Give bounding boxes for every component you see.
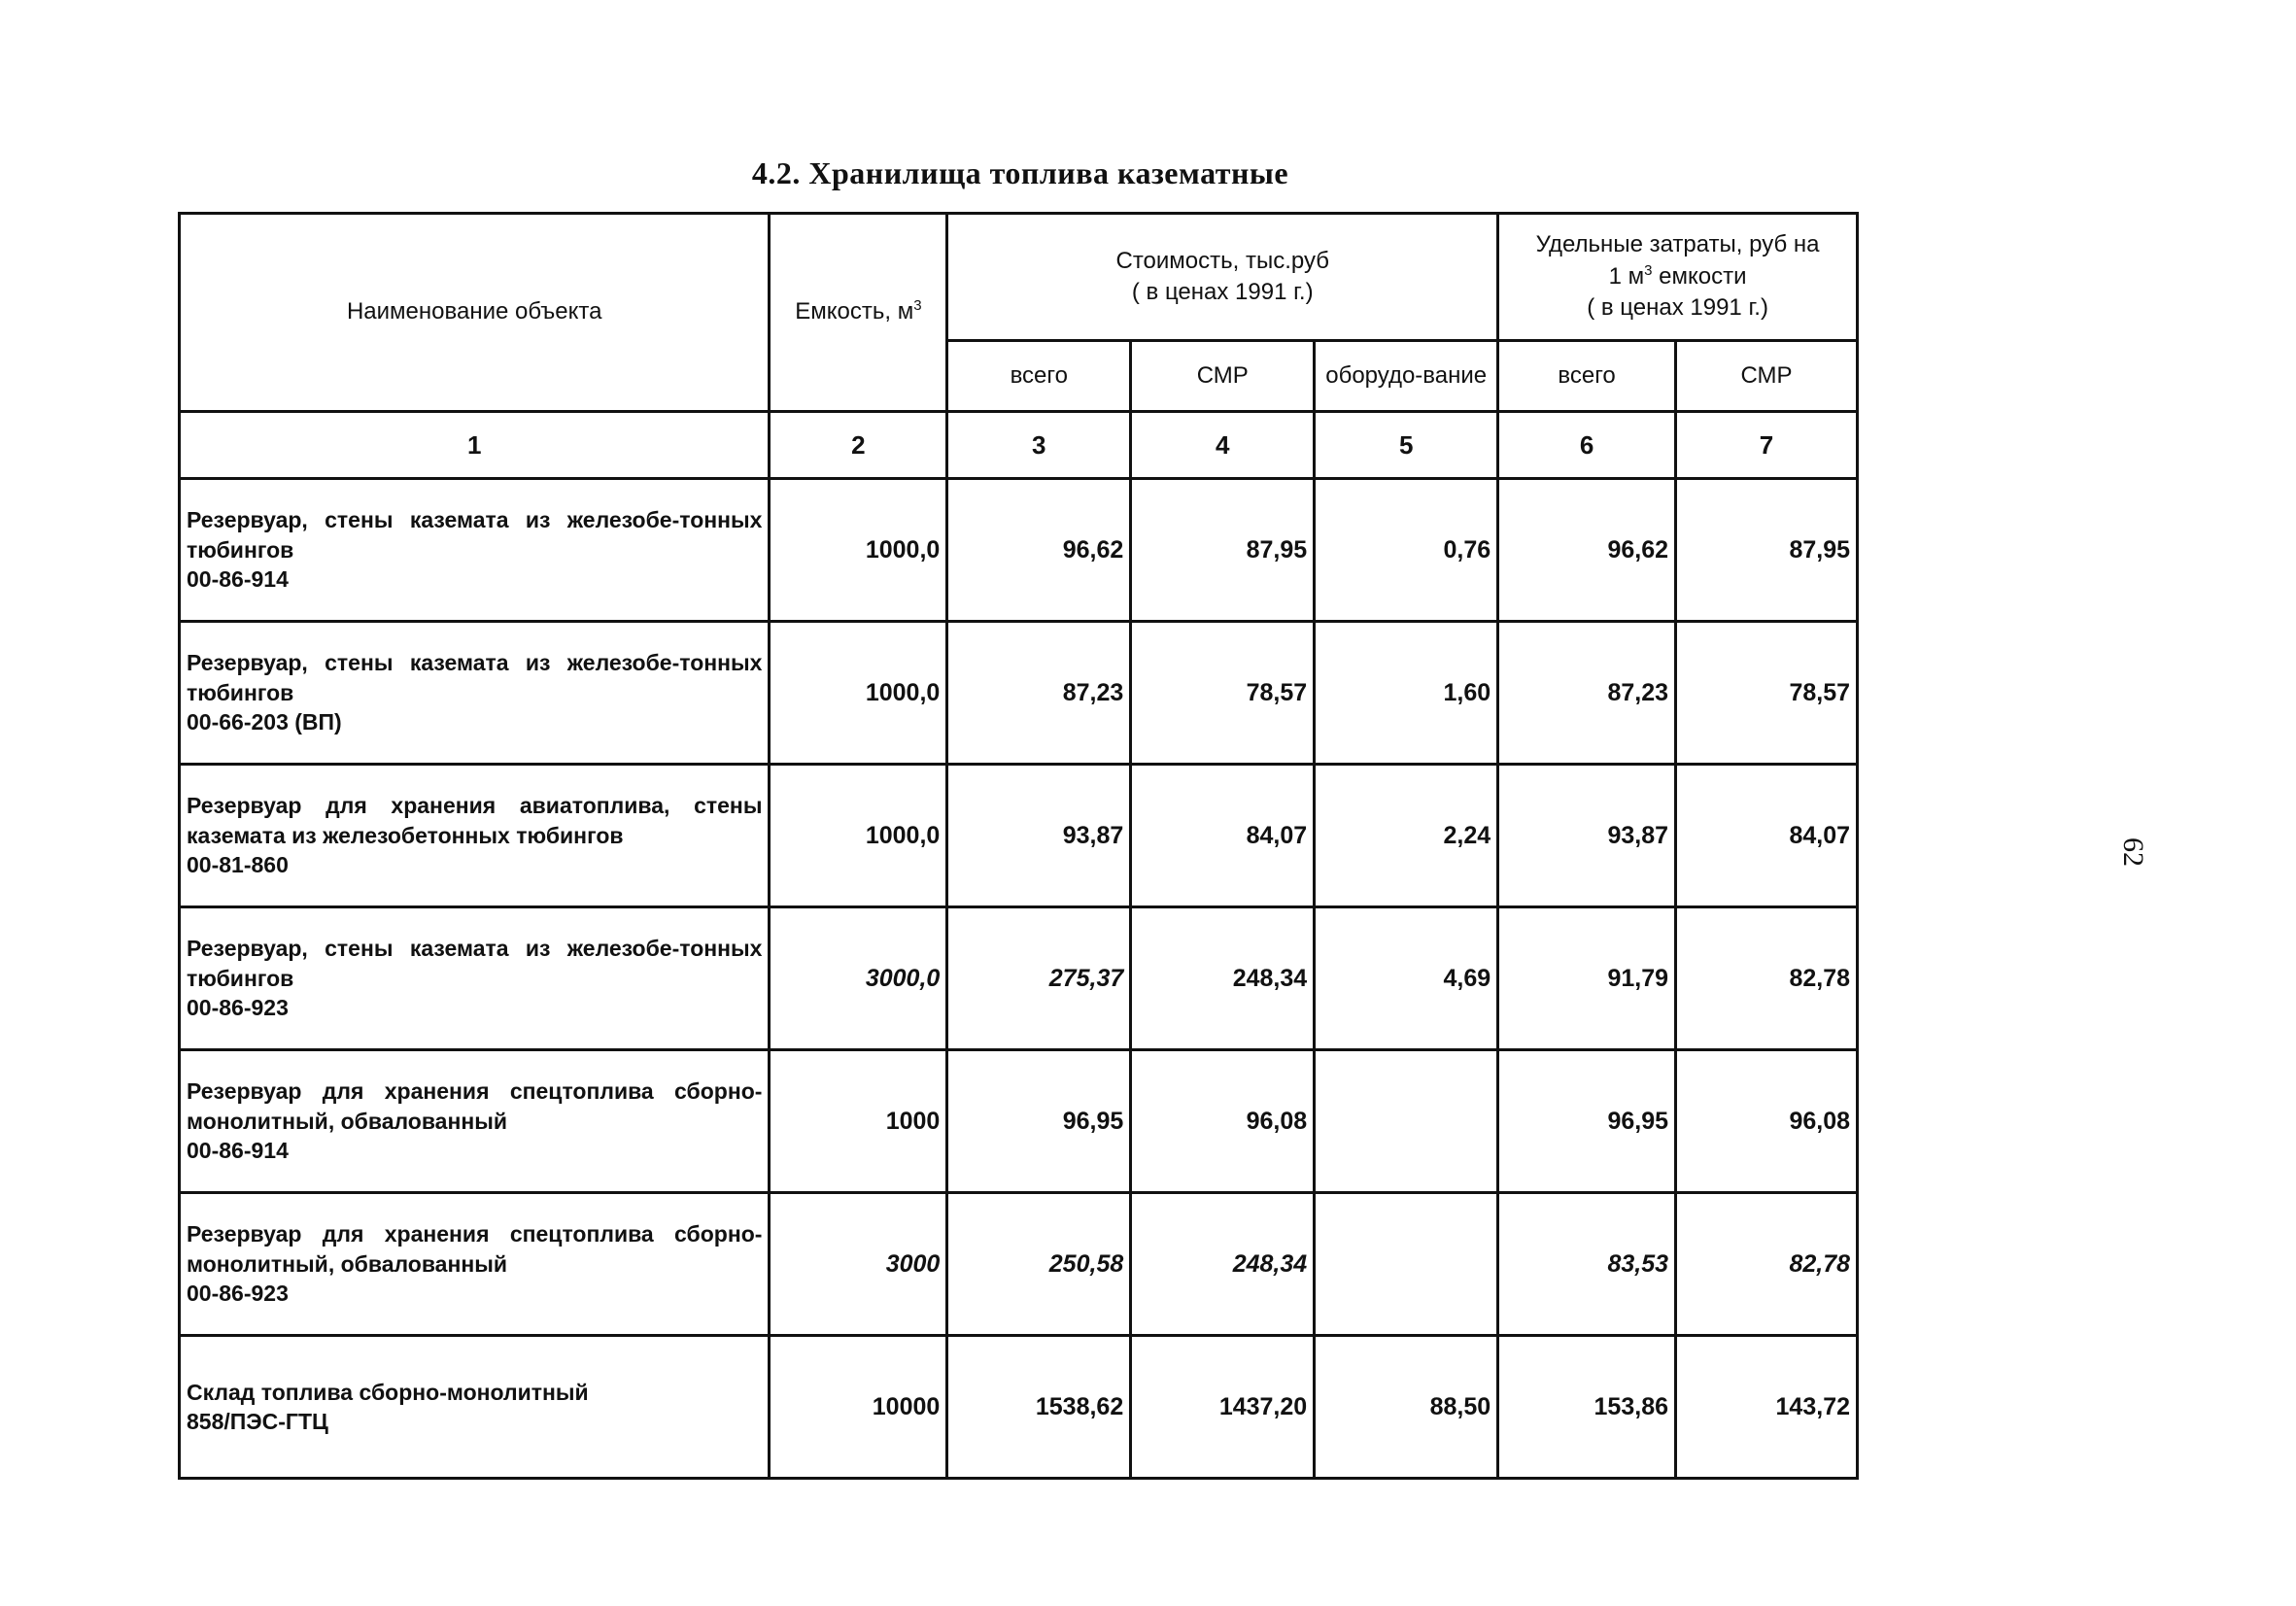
header-spec-smr: СМР [1676,341,1858,412]
object-name-cell [180,765,770,907]
table-row [180,479,1858,622]
spec-total-cell: 153,86 [1498,1336,1676,1479]
column-number: 7 [1676,412,1858,479]
spec-total-cell: 96,95 [1498,1050,1676,1193]
header-spec-total: всего [1498,341,1676,412]
spec-total-cell: 96,62 [1498,479,1676,622]
spec-smr-cell: 143,72 [1676,1336,1858,1479]
column-number: 4 [1131,412,1315,479]
cost-total-cell: 87,23 [947,622,1131,765]
cost-total-cell: 250,58 [947,1193,1131,1336]
cost-total-cell: 275,37 [947,907,1131,1050]
object-name: Резервуар, стены каземата из железобе-тонных тюбингов [187,936,763,991]
object-name-cell [180,907,770,1050]
header-cost-total: всего [947,341,1131,412]
cost-smr-cell: 84,07 [1131,765,1315,907]
capacity-cell: 3000,0 [770,907,947,1050]
object-code: 00-81-860 [187,852,289,878]
column-number: 2 [770,412,947,479]
table-row [180,1336,1858,1479]
spec-smr-cell: 82,78 [1676,1193,1858,1336]
spec-smr-cell: 78,57 [1676,622,1858,765]
cost-equipment-cell [1315,1193,1498,1336]
capacity-cell: 1000,0 [770,622,947,765]
cost-total-cell: 96,62 [947,479,1131,622]
spec-smr-cell: 96,08 [1676,1050,1858,1193]
column-number: 1 [180,412,770,479]
capacity-cell: 1000,0 [770,765,947,907]
column-number-row [180,412,1858,479]
column-number: 3 [947,412,1131,479]
capacity-cell: 1000 [770,1050,947,1193]
header-name: Наименование объекта [180,214,770,412]
header-specific-group: Удельные затраты, руб на 1 $м^3$ емкости ( в ценах 1991 г.) [1498,214,1858,341]
object-name: Резервуар, стены каземата из железобе-тонных тюбингов [187,507,763,563]
column-number: 6 [1498,412,1676,479]
capacity-cell: 3000 [770,1193,947,1336]
cost-equipment-cell: 88,50 [1315,1336,1498,1479]
cost-equipment-cell [1315,1050,1498,1193]
spec-smr-cell: 87,95 [1676,479,1858,622]
page-title: 4.2. Хранилища топлива казематные [751,155,1289,190]
object-code: 00-66-203 (ВП) [187,709,342,735]
cost-equipment-cell: 0,76 [1315,479,1498,622]
object-code: 00-86-923 [187,995,289,1021]
header-cost-equipment: оборудо-вание [1315,341,1498,412]
object-name: Склад топлива сборно-монолитный [187,1379,589,1405]
object-name: Резервуар для хранения спецтоплива сборно-монолитный, обвалованный [187,1221,763,1277]
spec-total-cell: 93,87 [1498,765,1676,907]
cost-equipment-cell: 2,24 [1315,765,1498,907]
cost-equipment-cell: 1,60 [1315,622,1498,765]
header-cost-smr: СМР [1131,341,1315,412]
spec-smr-cell: 84,07 [1676,765,1858,907]
cost-smr-cell: 248,34 [1131,907,1315,1050]
cost-table [178,212,1859,1480]
object-code: 00-86-914 [187,566,289,593]
spec-total-cell: 91,79 [1498,907,1676,1050]
cost-total-cell: 96,95 [947,1050,1131,1193]
object-name: Резервуар, стены каземата из железобе-тонных тюбингов [187,650,763,705]
object-code: 00-86-914 [187,1138,289,1164]
capacity-cell: 1000,0 [770,479,947,622]
object-code: 00-86-923 [187,1281,289,1307]
header-cost-group: Стоимость, тыс.руб ( в ценах 1991 г.) [947,214,1498,341]
table-row [180,765,1858,907]
spec-total-cell: 83,53 [1498,1193,1676,1336]
object-name-cell [180,622,770,765]
table-row [180,1193,1858,1336]
object-name-cell [180,1050,770,1193]
cost-total-cell: 1538,62 [947,1336,1131,1479]
cost-smr-cell: 1437,20 [1131,1336,1315,1479]
object-name-cell [180,1336,770,1479]
table-row [180,907,1858,1050]
cost-smr-cell: 78,57 [1131,622,1315,765]
object-name-cell [180,479,770,622]
object-name: Резервуар для хранения спецтоплива сборно-монолитный, обвалованный [187,1078,763,1134]
cost-equipment-cell: 4,69 [1315,907,1498,1050]
cost-total-cell: 93,87 [947,765,1131,907]
table-row [180,622,1858,765]
page-number: 62 [2117,837,2149,867]
capacity-cell: 10000 [770,1336,947,1479]
spec-total-cell: 87,23 [1498,622,1676,765]
header-capacity: Емкость, $м^3$ [770,214,947,412]
table-row [180,1050,1858,1193]
object-name: Резервуар для хранения авиатоплива, стены каземата из железобетонных тюбингов [187,793,763,848]
spec-smr-cell: 82,78 [1676,907,1858,1050]
object-name-cell [180,1193,770,1336]
column-number: 5 [1315,412,1498,479]
header-row-top [180,214,1858,341]
cost-smr-cell: 248,34 [1131,1193,1315,1336]
cost-smr-cell: 87,95 [1131,479,1315,622]
object-code: 858/ПЭС-ГТЦ [187,1409,328,1434]
cost-smr-cell: 96,08 [1131,1050,1315,1193]
